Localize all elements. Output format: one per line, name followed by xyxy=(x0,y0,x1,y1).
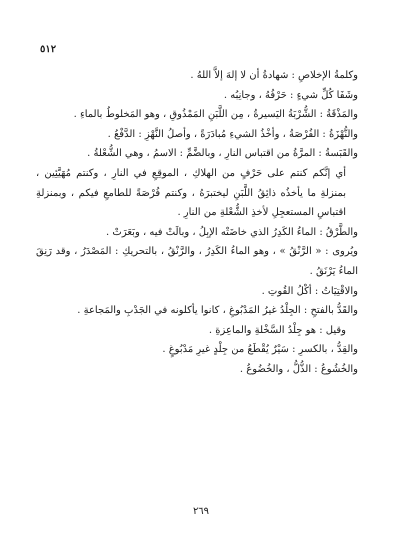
paragraph: وكلمةُ الإخلاصِ : شهادةُ أن لا إلهَ إلاَّ اللهُ . xyxy=(190,70,358,81)
paragraph: والمَذْقَةُ : الشُّرْبَةُ اليَسيرةُ ، مِن اللَّبَنِ المَمْذُوقِ ، وهو المَخلوطُ بالماءِ . xyxy=(73,109,358,121)
paragraph: وشَفَا كُلِّ شيءٍ : حَرْفُهُ ، وجانِبُه . xyxy=(223,89,358,101)
paragraph: وقيل : هو جِلْدُ السَّخْلةِ والماعِزةِ . xyxy=(208,324,346,336)
paragraph: والاقْتِيَاتُ : أكْلُ القُوتِ . xyxy=(261,285,358,297)
body-text xyxy=(36,66,358,380)
paragraph: والطَّرْقُ : الماءُ الكَدِرُ الذي خاضَتْه الإبِلُ ، وبالَتْ فيه ، وبَعَرَتْ . xyxy=(106,226,358,238)
paragraph: ويُروى : « الرَّنْقُ » ، وهو الماءُ الكَدِرُ ، والرَّنْقُ ، بالتحريكِ : المَصْدَرُ ، وقد رَنِقَ الماءُ يَرْنَقُ . xyxy=(36,246,358,277)
paragraph: والنُّهْزَةُ : الفُرْصَةُ ، وأخْذُ الشيءِ مُبادَرَةً ، وأصلُ النَّهْزِ : الدَّفْعُ . xyxy=(107,128,358,140)
top-page-number: ٥١٢ xyxy=(40,44,57,55)
paragraph: والخُشُوعُ : الذُّلُّ ، والخُضُوعُ . xyxy=(239,363,358,375)
paragraph: والقَدُّ بالفتحِ : الجِلْدُ غيرُ المَدْبُوغِ ، كانوا يأكلونه في الجَدْبِ والمَجاعةِ . xyxy=(77,305,358,317)
paragraph: والقِدُّ ، بالكسرِ : سَيْرٌ يُقْطَعُ من جِلْدٍ غيرِ مَدْبُوغٍ . xyxy=(162,344,358,356)
paragraph: والقَبَسةُ : المرَّةُ من اقتباس النارِ ، وبالضَّمِّ : الاسمُ ، وهي الشُّعْلةُ . xyxy=(87,148,358,160)
bottom-page-number: ٢٦٩ xyxy=(192,506,210,517)
paragraph: أي إنَّكم كنتم على حَرْفٍ من الهلاكِ ، الموقِعِ في النارِ ، وكنتم مُهَيَّئِين ، بمنزلةِ ما يأخذُه ذائِقُ اللَّبَنِ ليختبرَهُ ، وكنتم فُرْصَةً للطامعِ فيكم ، وبمنزلةِ اقتباسِ المستعجِلِ لأخذِ الشُّعْلةِ من النارِ . xyxy=(36,167,346,219)
